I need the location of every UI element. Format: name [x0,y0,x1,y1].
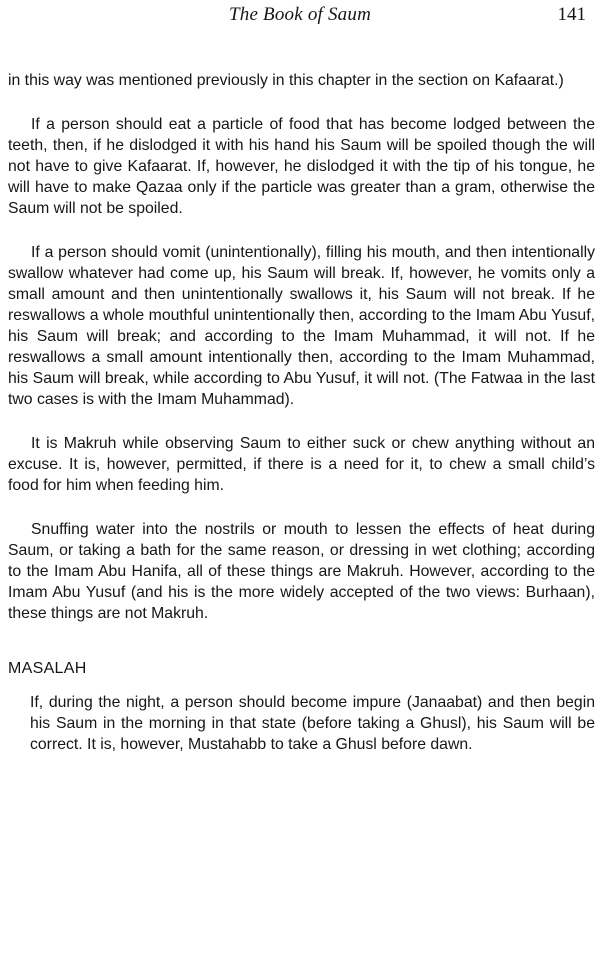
paragraph-makruh-chewing: It is Makruh while observing Saum to either suck or chew anything without an excuse. It is, however, permitted, if there is a need for it, to chew a small child’s food for him when feeding him. [8,435,595,494]
running-head [0,4,600,30]
body-text [8,70,595,755]
paragraph-continuation: in this way was mentioned previously in this chapter in the section on Kafaarat.) [8,72,564,89]
section-heading: MASALAH [8,660,87,677]
paragraph-food-particle: If a person should eat a particle of food that has become lodged between the teeth, then, if he dislodged it with his hand his Saum will be spoiled though the will not have to give Kafaarat. If, however, he dislodged it with the tip of his tongue, he will have to make Qazaa only if the particle was greater than a gram, otherwise the Saum will not be spoiled. [8,116,595,217]
running-title: The Book of Saum [229,4,371,25]
page-number: 141 [557,4,586,25]
paragraph-snuffing-water: Snuffing water into the nostrils or mouth to lessen the effects of heat during Saum, or taking a bath for the same reason, or dressing in wet clothing; according to the Imam Abu Hanifa, all of these things are Makruh. However, according to the Imam Abu Yusuf (and his is the more widely accepted of the two views: Burhaan), these things are not Makruh. [8,521,595,622]
paragraph-vomit: If a person should vomit (unintentionally), filling his mouth, and then intentionally swallow whatever had come up, his Saum will break. If, however, he vomits only a small amount and then unintentionally swallows it, his Saum will not break. If he reswallows a whole mouthful unintentionally then, according to the Imam Abu Yusuf, his Saum will break; and according to the Imam Muhammad, it will not. If he reswallows a small amount intentionally then, according to the Imam Muhammad, his Saum will break, while according to Abu Yusuf, it will not. (The Fatwaa in the last two cases is with the Imam Muhammad). [8,244,595,408]
paragraph-masalah: If, during the night, a person should become impure (Janaabat) and then begin his Saum in the morning in that state (before taking a Ghusl), his Saum will be correct. It is, however, Mustahabb to take a Ghusl before dawn. [30,694,595,753]
